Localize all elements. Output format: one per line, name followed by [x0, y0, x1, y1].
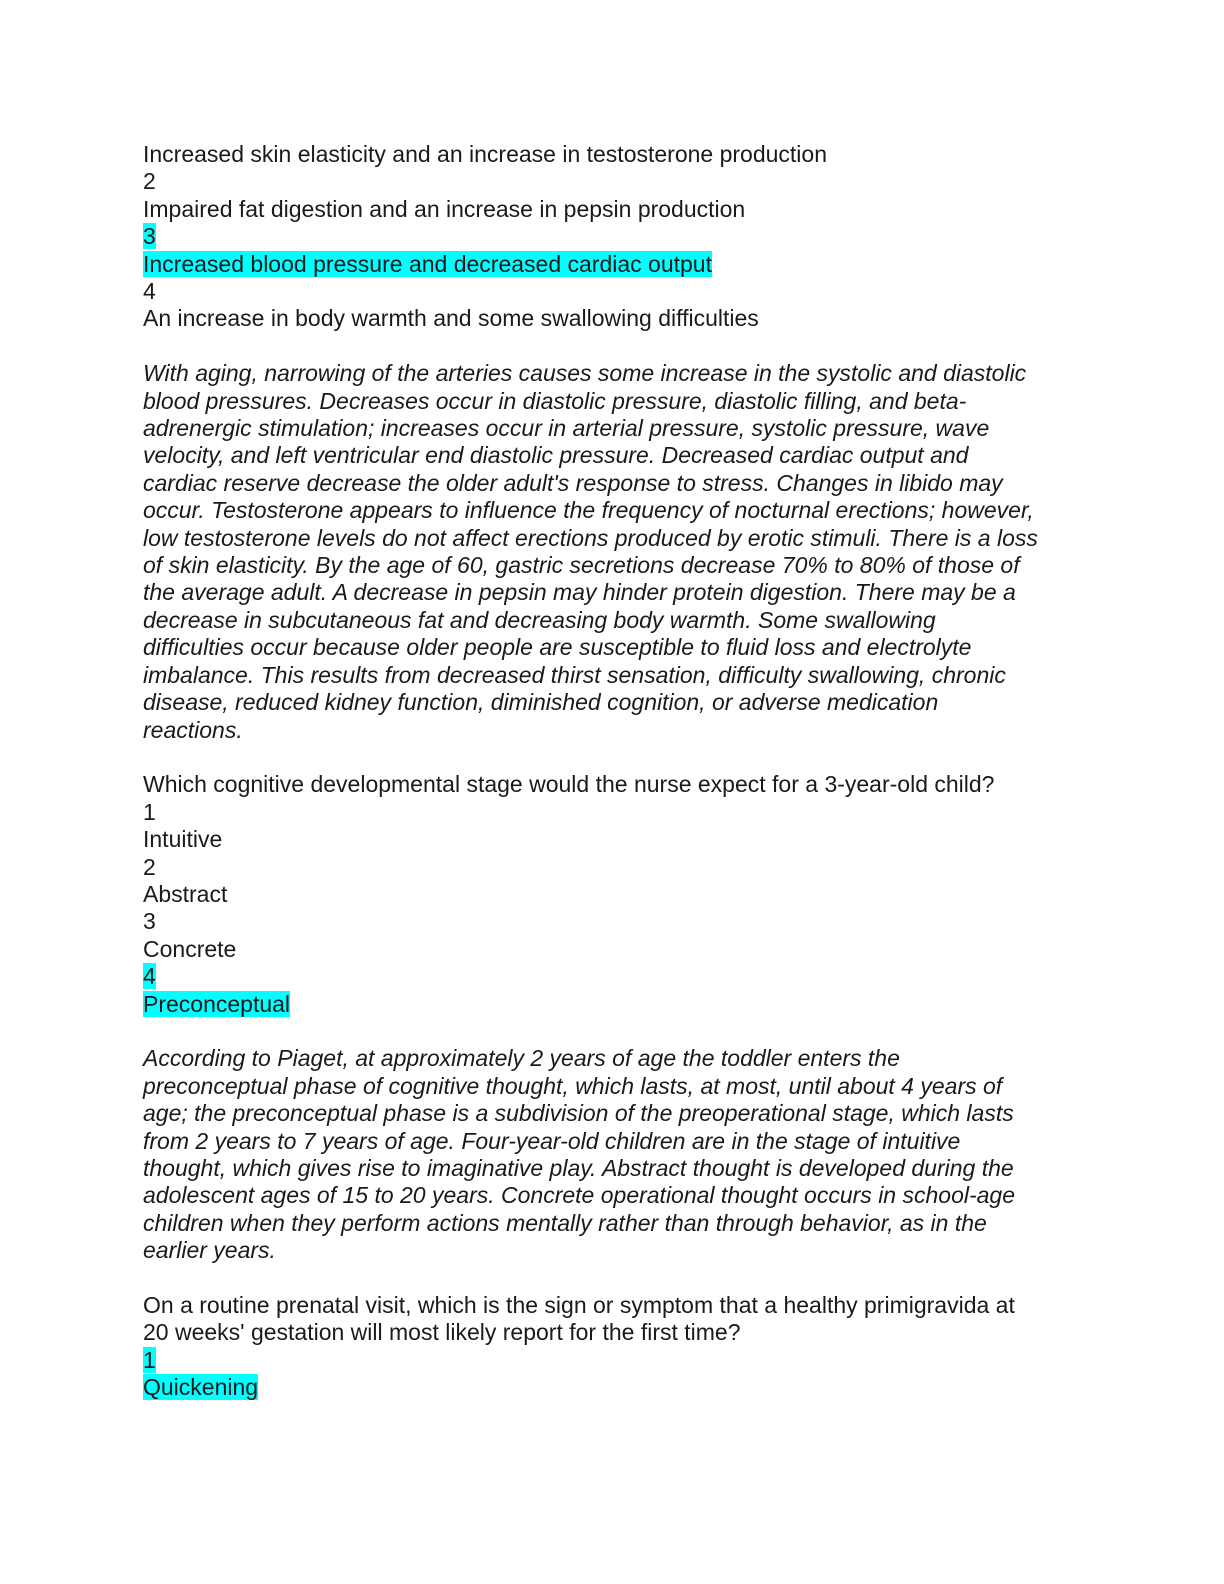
- highlight: Quickening: [143, 1374, 259, 1401]
- option-text: An increase in body warmth and some swallowing difficulties: [143, 305, 759, 332]
- spacer: [143, 333, 1083, 360]
- option-text-correct: [143, 991, 1083, 1018]
- document-page: [143, 141, 1083, 1402]
- rationale-line: age; the preconceptual phase is a subdivision of the preoperational stage, which lasts: [143, 1100, 1014, 1127]
- option-number-correct: [143, 223, 1083, 250]
- option-number: 3: [143, 908, 156, 935]
- rationale-line: children when they perform actions mentally rather than through behavior, as in the: [143, 1209, 987, 1236]
- highlight: Preconceptual: [143, 990, 291, 1017]
- rationale-line: With aging, narrowing of the arteries causes some increase in the systolic and diastolic: [143, 360, 1027, 387]
- rationale-line: occur. Testosterone appears to influence the frequency of nocturnal erections; however,: [143, 497, 1034, 524]
- rationale-line: reactions.: [143, 716, 243, 743]
- option-number: 4: [143, 278, 156, 305]
- rationale-line: disease, reduced kidney function, diminished cognition, or adverse medication: [143, 689, 939, 716]
- option-number: 1: [143, 798, 156, 825]
- option-text: Intuitive: [143, 826, 223, 853]
- rationale-line: difficulties occur because older people are susceptible to fluid loss and electrolyte: [143, 634, 972, 661]
- rationale-line: earlier years.: [143, 1237, 276, 1264]
- option-text-correct: [143, 251, 1083, 278]
- highlight: 4: [143, 963, 156, 990]
- question-text: Which cognitive developmental stage would the nurse expect for a 3-year-old child?: [143, 771, 995, 798]
- question-text: On a routine prenatal visit, which is the sign or symptom that a healthy primigravida at: [143, 1292, 1015, 1318]
- rationale-line: thought, which gives rise to imaginative play. Abstract thought is developed during the: [143, 1154, 1014, 1181]
- spacer: [143, 744, 1083, 771]
- option-number: 2: [143, 168, 156, 195]
- rationale-line: adolescent ages of 15 to 20 years. Concrete operational thought occurs in school-age: [143, 1182, 1016, 1209]
- question-text: 20 weeks' gestation will most likely report for the first time?: [143, 1319, 741, 1346]
- rationale-line: blood pressures. Decreases occur in diastolic pressure, diastolic filling, and beta-: [143, 387, 967, 414]
- option-text: Concrete: [143, 935, 237, 962]
- rationale-line: velocity, and left ventricular end diastolic pressure. Decreased cardiac output and: [143, 442, 969, 469]
- option-text-correct: [143, 1374, 1083, 1401]
- option-text: Abstract: [143, 880, 228, 907]
- rationale-line: adrenergic stimulation; increases occur in arterial pressure, systolic pressure, wave: [143, 415, 990, 442]
- rationale-paragraph: [143, 1045, 1083, 1264]
- rationale-line: cardiac reserve decrease the older adult's response to stress. Changes in libido may: [143, 469, 1003, 496]
- rationale-line: imbalance. This results from decreased thirst sensation, difficulty swallowing, chronic: [143, 661, 1006, 688]
- rationale-line: preconceptual phase of cognitive thought, which lasts, at most, until about 4 years of: [143, 1072, 1003, 1099]
- rationale-line: the average adult. A decrease in pepsin may hinder protein digestion. There may be a: [143, 579, 1016, 606]
- highlight: 1: [143, 1346, 156, 1373]
- rationale-line: low testosterone levels do not affect erections produced by erotic stimuli. There is a loss: [143, 524, 1038, 551]
- rationale-line: decrease in subcutaneous fat and decreasing body warmth. Some swallowing: [143, 606, 936, 633]
- spacer: [143, 1018, 1083, 1045]
- highlight: Increased blood pressure and decreased cardiac output: [143, 250, 712, 277]
- option-number-correct: [143, 1347, 1083, 1374]
- spacer: [143, 1265, 1083, 1292]
- rationale-line: from 2 years to 7 years of age. Four-year-old children are in the stage of intuitive: [143, 1127, 961, 1154]
- option-number-correct: [143, 963, 1083, 990]
- option-text: Impaired fat digestion and an increase in pepsin production: [143, 195, 746, 222]
- highlight: 3: [143, 223, 156, 250]
- option-number: 2: [143, 853, 156, 880]
- rationale-paragraph: [143, 360, 1083, 744]
- option-text: Increased skin elasticity and an increase in testosterone production: [143, 141, 828, 167]
- rationale-line: of skin elasticity. By the age of 60, gastric secretions decrease 70% to 80% of those of: [143, 552, 1020, 579]
- rationale-line: According to Piaget, at approximately 2 years of age the toddler enters the: [143, 1045, 900, 1072]
